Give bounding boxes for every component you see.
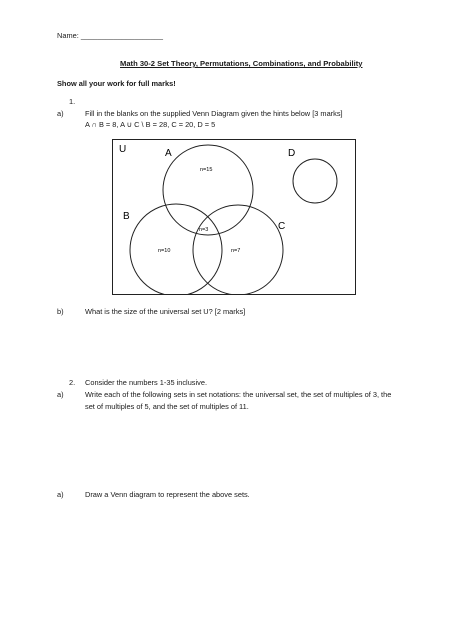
question-2a-text-line1: Write each of the following sets in set notations: the universal set, the set of multiples of 3, the [85,390,392,399]
region-a-label: n=15 [200,167,213,173]
venn-diagram [112,139,356,295]
question-2a-text-line2: set of multiples of 5, and the set of multiples of 11. [85,402,249,411]
question-1a-text: Fill in the blanks on the supplied Venn Diagram given the hints below [3 marks] [85,109,343,118]
set-c-label: C [278,221,286,232]
question-2-number: 2. [69,378,76,387]
instructions: Show all your work for full marks! [57,79,176,88]
question-2-intro: Consider the numbers 1-35 inclusive. [85,378,208,387]
name-field: Name: ____________________ [57,31,164,40]
set-d-label: D [288,148,296,159]
universal-set-label: U [119,144,127,155]
region-abc-label: n=3 [199,227,209,233]
set-b-label: B [123,211,130,222]
circle-b [130,204,222,295]
question-2b-text: Draw a Venn diagram to represent the above sets. [85,490,250,499]
question-1a-label: a) [57,109,64,118]
question-2a-label: a) [57,390,64,399]
circle-d [293,159,337,203]
question-1b-label: b) [57,307,64,316]
question-1a-hints: A ∩ B = 8, A ∪ C \ B = 28, C = 20, D = 5 [85,120,216,129]
region-c-label: n=7 [231,248,241,254]
question-1-number: 1. [69,97,76,106]
question-2b-label: a) [57,490,64,499]
set-a-label: A [165,148,172,159]
universal-set-box [113,140,356,295]
region-b-label: n=10 [158,248,171,254]
circle-a [163,145,253,235]
question-1b-text: What is the size of the universal set U? [2 marks] [85,307,246,316]
worksheet-title: Math 30-2 Set Theory, Permutations, Combinations, and Probability [120,59,363,68]
